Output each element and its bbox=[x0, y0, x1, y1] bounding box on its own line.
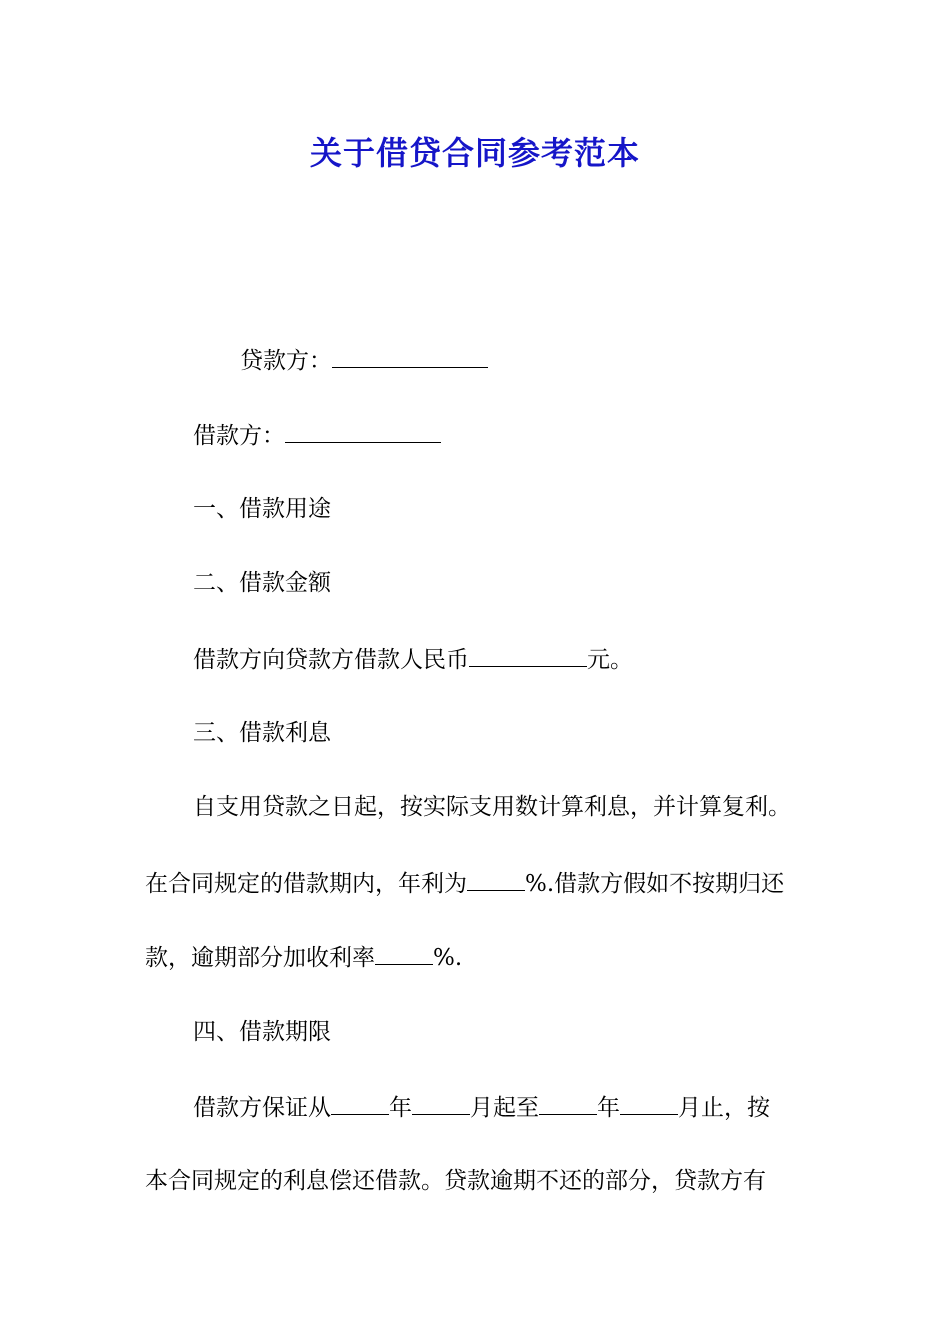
interest-rate-blank bbox=[467, 868, 525, 891]
start-year-label: 年 bbox=[389, 1095, 412, 1121]
section-heading-interest: 三、借款利息 bbox=[193, 720, 331, 746]
section-heading-term: 四、借款期限 bbox=[193, 1019, 331, 1045]
section-heading-purpose: 一、借款用途 bbox=[193, 496, 331, 522]
overdue-unit: %. bbox=[433, 945, 463, 971]
lender-line bbox=[240, 345, 488, 376]
overdue-rate-blank bbox=[375, 942, 433, 965]
amount-text: 借款方向贷款方借款人民币 bbox=[193, 647, 469, 673]
start-year-blank bbox=[331, 1092, 389, 1115]
end-year-blank bbox=[539, 1092, 597, 1115]
end-month-blank bbox=[620, 1092, 678, 1115]
lender-blank bbox=[332, 345, 488, 368]
section-heading-amount: 二、借款金额 bbox=[193, 570, 331, 596]
term-paragraph-line2: 本合同规定的利息偿还借款。贷款逾期不还的部分，贷款方有 bbox=[145, 1168, 766, 1194]
start-month-blank bbox=[412, 1092, 470, 1115]
interest-text-continued: %.借款方假如不按期归还 bbox=[525, 871, 785, 897]
interest-paragraph-line2 bbox=[145, 868, 784, 899]
amount-paragraph bbox=[193, 644, 633, 675]
overdue-text: 款，逾期部分加收利率 bbox=[145, 945, 375, 971]
borrower-line bbox=[193, 420, 441, 451]
interest-paragraph-line1: 自支用贷款之日起，按实际支用数计算利息，并计算复利。 bbox=[193, 794, 791, 820]
end-month-label: 月止，按 bbox=[678, 1095, 770, 1121]
borrower-blank bbox=[285, 420, 441, 443]
start-month-label: 月起至 bbox=[470, 1095, 539, 1121]
interest-paragraph-line3 bbox=[145, 942, 462, 973]
interest-text: 在合同规定的借款期内，年利为 bbox=[145, 871, 467, 897]
term-text: 借款方保证从 bbox=[193, 1095, 331, 1121]
borrower-label: 借款方： bbox=[193, 423, 285, 449]
term-paragraph-line1 bbox=[193, 1092, 770, 1123]
page-title: 关于借贷合同参考范本 bbox=[309, 134, 640, 172]
lender-label: 贷款方： bbox=[240, 348, 332, 374]
end-year-label: 年 bbox=[597, 1095, 620, 1121]
amount-blank bbox=[469, 644, 587, 667]
amount-unit: 元。 bbox=[587, 647, 633, 673]
